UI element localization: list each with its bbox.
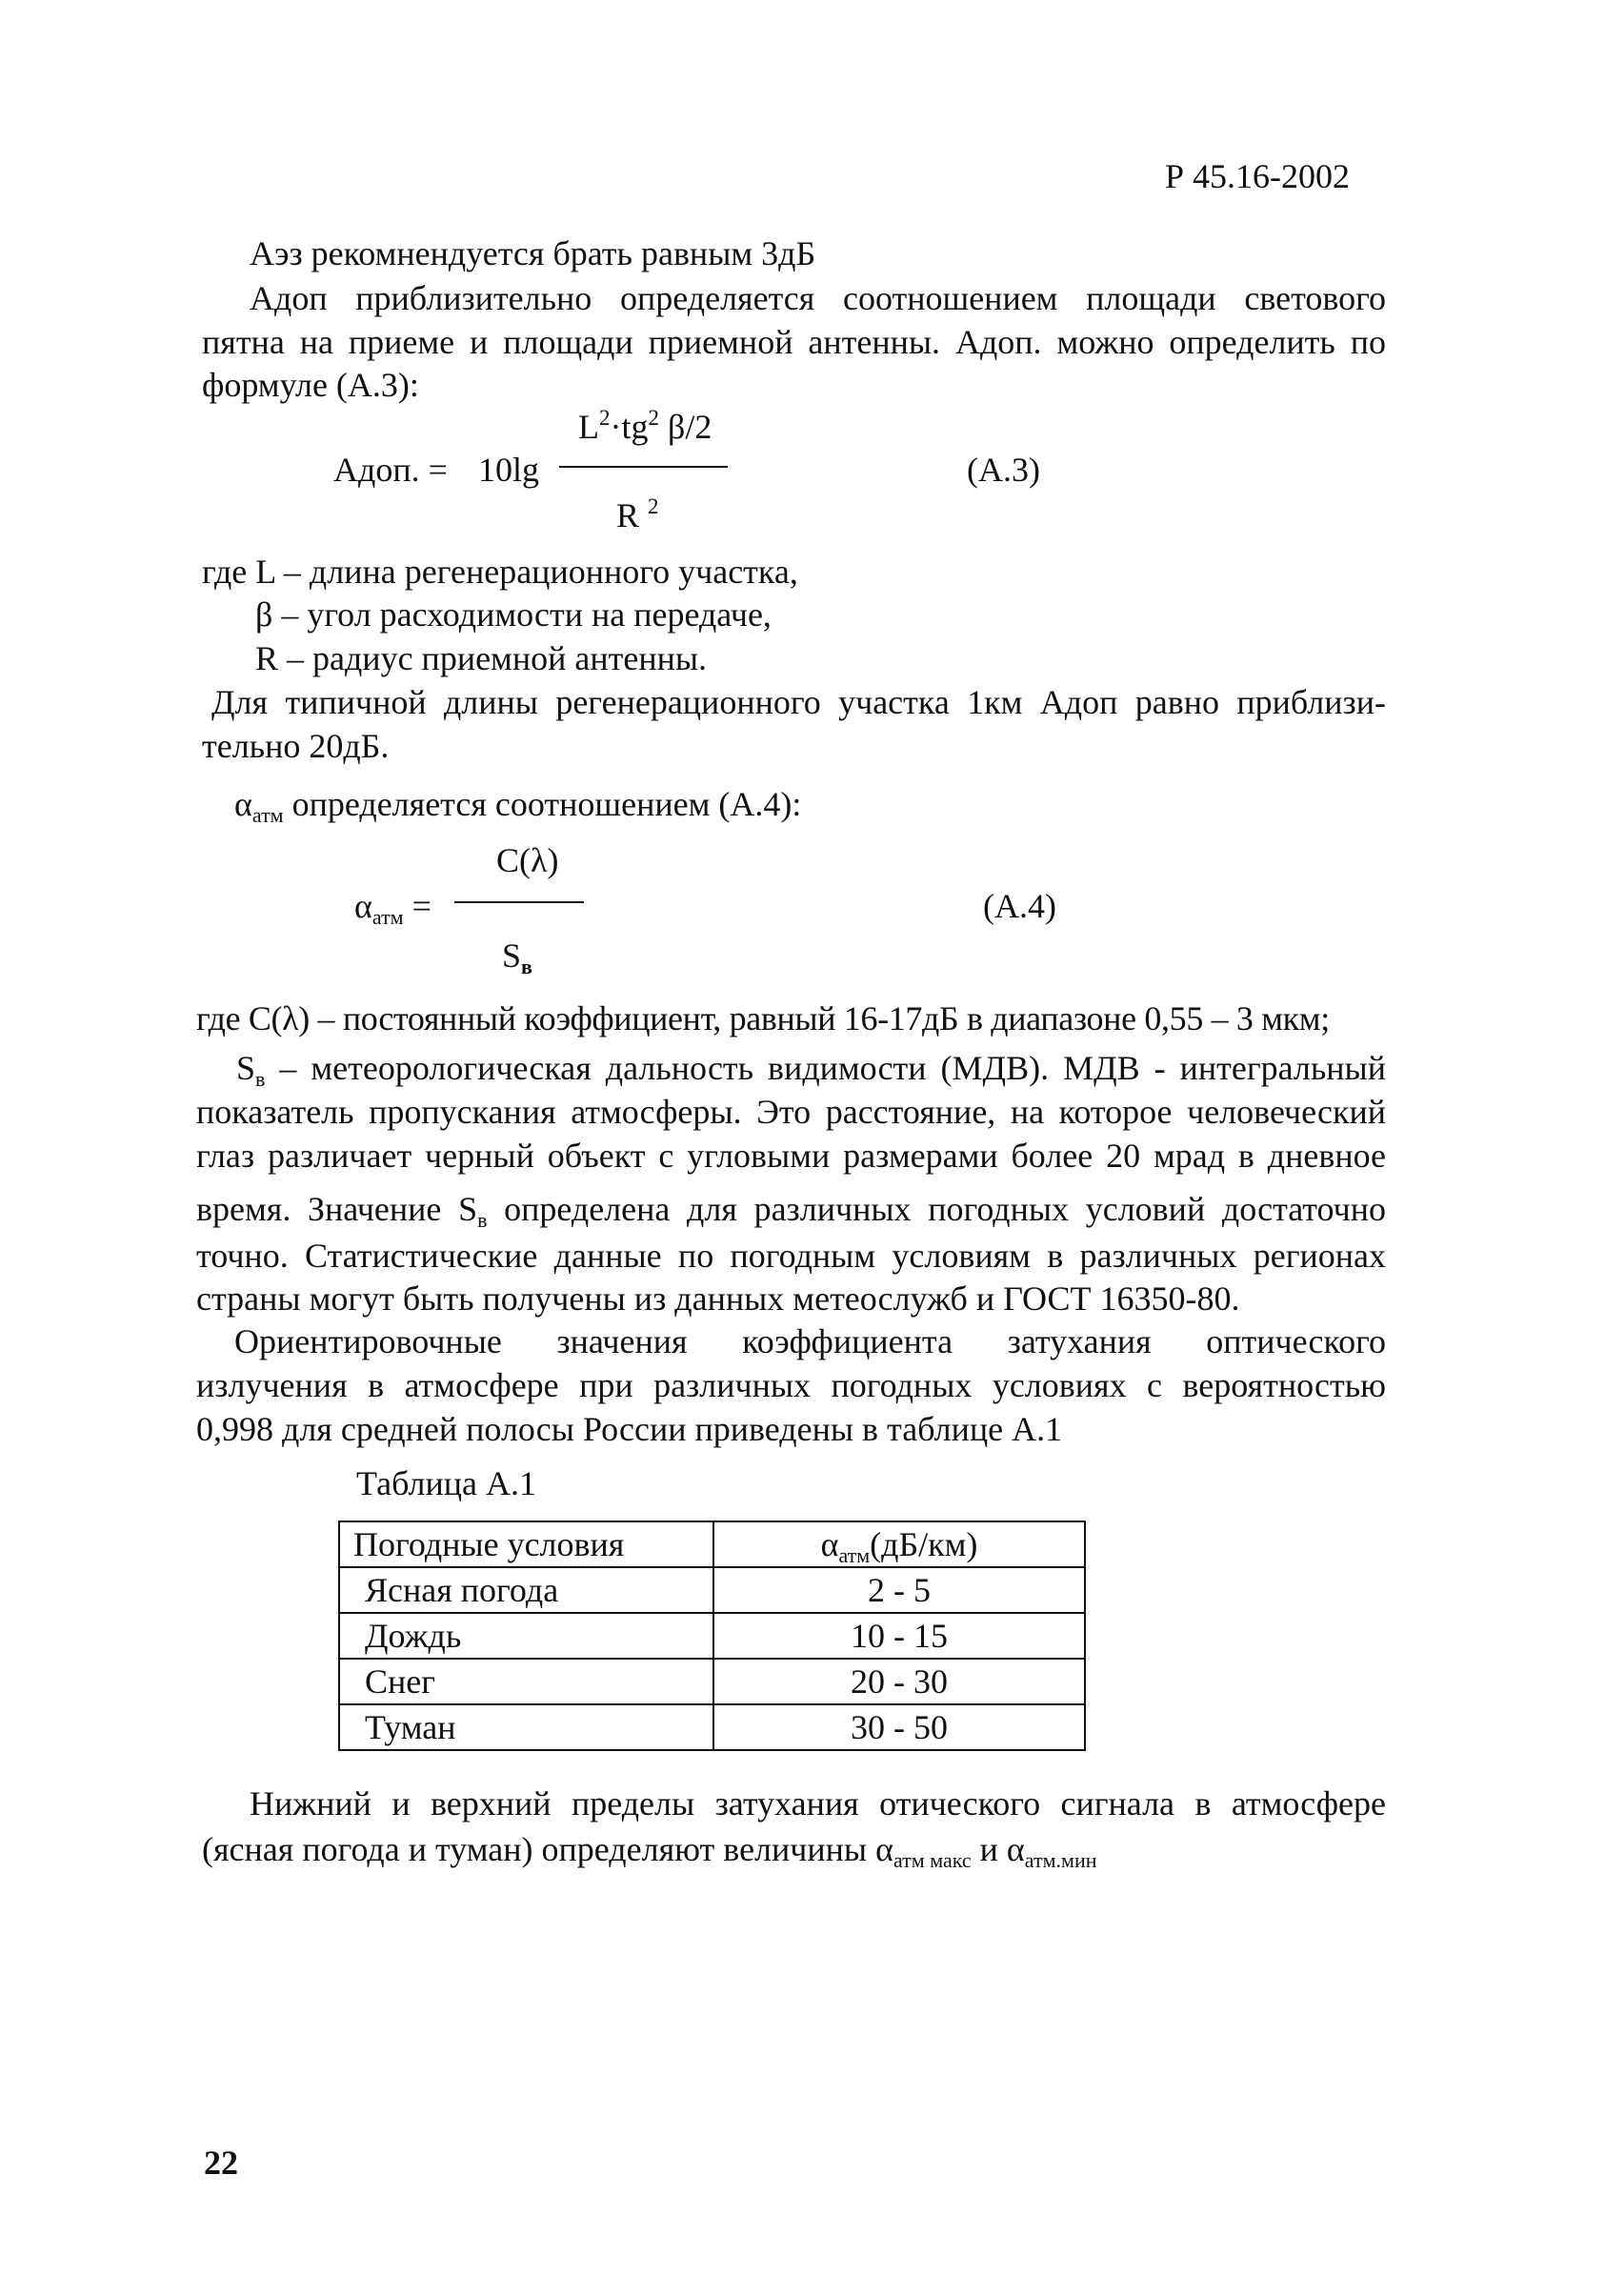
paragraph-alpha-intro [234, 782, 801, 826]
table-row [339, 1613, 1085, 1659]
formula-a4-s-subscript: в [521, 955, 532, 978]
limits-text: (ясная погода и туман) определяют величины α [202, 1830, 893, 1868]
where-sv-line5: точно. Статистические данные по погодным условиям в различных регионах [196, 1237, 1386, 1275]
table-header-row [339, 1521, 1085, 1567]
limits-subscript-max: атм макс [893, 1848, 972, 1872]
sv-symbol: S [236, 1049, 256, 1087]
numerator-L: L [578, 408, 599, 446]
cell-value: 10 - 15 [713, 1613, 1085, 1659]
formula-a4-numerator: C(λ) [496, 841, 559, 879]
paragraph-orient-line2: излучения в атмосфере при различных погодных условиях с вероятностью [196, 1366, 1386, 1404]
numerator-beta: β/2 [659, 408, 712, 446]
table-row [339, 1704, 1085, 1750]
limits-subscript-min: атм.мин [1024, 1848, 1097, 1872]
table-row [339, 1567, 1085, 1613]
table-row [339, 1659, 1085, 1704]
formula-a3-denominator [616, 493, 659, 537]
formula-a4-denominator [502, 934, 532, 977]
alpha-subscript: атм [251, 803, 284, 827]
paragraph-adop-line2: пятна на приеме и площади приемной антенны. Адоп. можно определить по [202, 323, 1386, 361]
paragraph-typical-line2: тельно 20дБ. [202, 727, 390, 765]
attenuation-table [338, 1521, 1086, 1751]
formula-a3-label: (А.3) [967, 451, 1040, 489]
cell-condition: Ясная погода [339, 1567, 713, 1613]
cell-condition: Снег [339, 1659, 713, 1704]
header-alpha [713, 1521, 1085, 1567]
cell-value: 30 - 50 [713, 1704, 1085, 1750]
paragraph-typical-line1: Для типичной длины регенерационного участка 1км Адоп равно приблизи- [211, 683, 1386, 721]
header-alpha-symbol: α [820, 1525, 839, 1563]
sv-definition: – метеорологическая дальность видимости (МДВ). МДВ - интегральный [265, 1049, 1386, 1087]
paragraph-limits-line2 [202, 1827, 1097, 1871]
where-sv-line3: глаз различает черный объект с угловыми размерами более 20 мрад в дневное [196, 1137, 1386, 1175]
numerator-exponent-2: 2 [648, 406, 659, 430]
numerator-exponent-1: 2 [599, 406, 611, 430]
denominator-R: R [616, 496, 640, 534]
formula-a4-label: (А.4) [983, 887, 1056, 925]
sv-line4-subscript: в [477, 1208, 488, 1232]
cell-value: 20 - 30 [713, 1659, 1085, 1704]
where-l: где L – длина регенерационного участка, [202, 553, 798, 591]
formula-a3-numerator [578, 405, 712, 449]
formula-a3-coef: 10lg [478, 451, 540, 489]
sv-line4-start: время. Значение S [196, 1190, 478, 1228]
formula-a3-lhs: Адоп. = [333, 451, 448, 489]
formula-a3-fraction-bar [559, 466, 728, 468]
where-beta: β – угол расходимости на передаче, [255, 595, 772, 634]
cell-value: 2 - 5 [713, 1567, 1085, 1613]
formula-a4-alpha-subscript: атм [371, 905, 404, 929]
limits-and: и α [971, 1830, 1025, 1868]
alpha-symbol: α [234, 785, 252, 823]
document-id: Р 45.16-2002 [1165, 157, 1351, 195]
formula-a4-alpha: α [354, 887, 372, 925]
denominator-exponent: 2 [648, 494, 659, 518]
header-weather: Погодные условия [339, 1521, 713, 1567]
where-sv-line1 [236, 1046, 1386, 1090]
paragraph-adop-line3: формуле (А.3): [202, 366, 419, 404]
where-sv-line6: страны могут быть получены из данных метеослужб и ГОСТ 16350-80. [196, 1279, 1240, 1318]
cell-condition: Дождь [339, 1613, 713, 1659]
formula-a4-lhs [354, 884, 431, 928]
header-alpha-subscript: атм [838, 1543, 871, 1567]
formula-a4-equals: = [403, 887, 431, 925]
page-number: 22 [204, 2144, 238, 2182]
where-r: R – радиус приемной антенны. [255, 639, 708, 677]
header-alpha-unit: (дБ/км) [870, 1525, 978, 1563]
paragraph-orient-line1: Ориентировочные значения коэффициента затухания оптического [234, 1322, 1386, 1360]
paragraph-aez: Аэз рекомнендуется брать равным 3дБ [250, 234, 816, 272]
paragraph-adop-line1: Адоп приблизительно определяется соотношением площади светового [250, 279, 1386, 317]
paragraph-orient-line3: 0,998 для средней полосы России приведены в таблице А.1 [196, 1410, 1063, 1448]
formula-a4-fraction-bar [454, 901, 584, 903]
sv-subscript: в [255, 1067, 266, 1091]
paragraph-limits-line1: Нижний и верхний пределы затухания отического сигнала в атмосфере [250, 1784, 1386, 1823]
where-sv-line2: показатель пропускания атмосферы. Это расстояние, на которое человеческий [196, 1093, 1386, 1131]
formula-a4-s: S [502, 937, 522, 975]
sv-line4-end: определена для различных погодных условий достаточно [487, 1190, 1386, 1228]
alpha-intro-text: определяется соотношением (А.4): [283, 785, 802, 823]
where-sv-line4 [196, 1187, 1386, 1231]
numerator-tg: ·tg [610, 408, 649, 446]
where-c-lambda: где C(λ) – постоянный коэффициент, равный 16-17дБ в диапазоне 0,55 – 3 мкм; [196, 999, 1330, 1037]
cell-condition: Туман [339, 1704, 713, 1750]
table-caption: Таблица А.1 [356, 1464, 536, 1502]
